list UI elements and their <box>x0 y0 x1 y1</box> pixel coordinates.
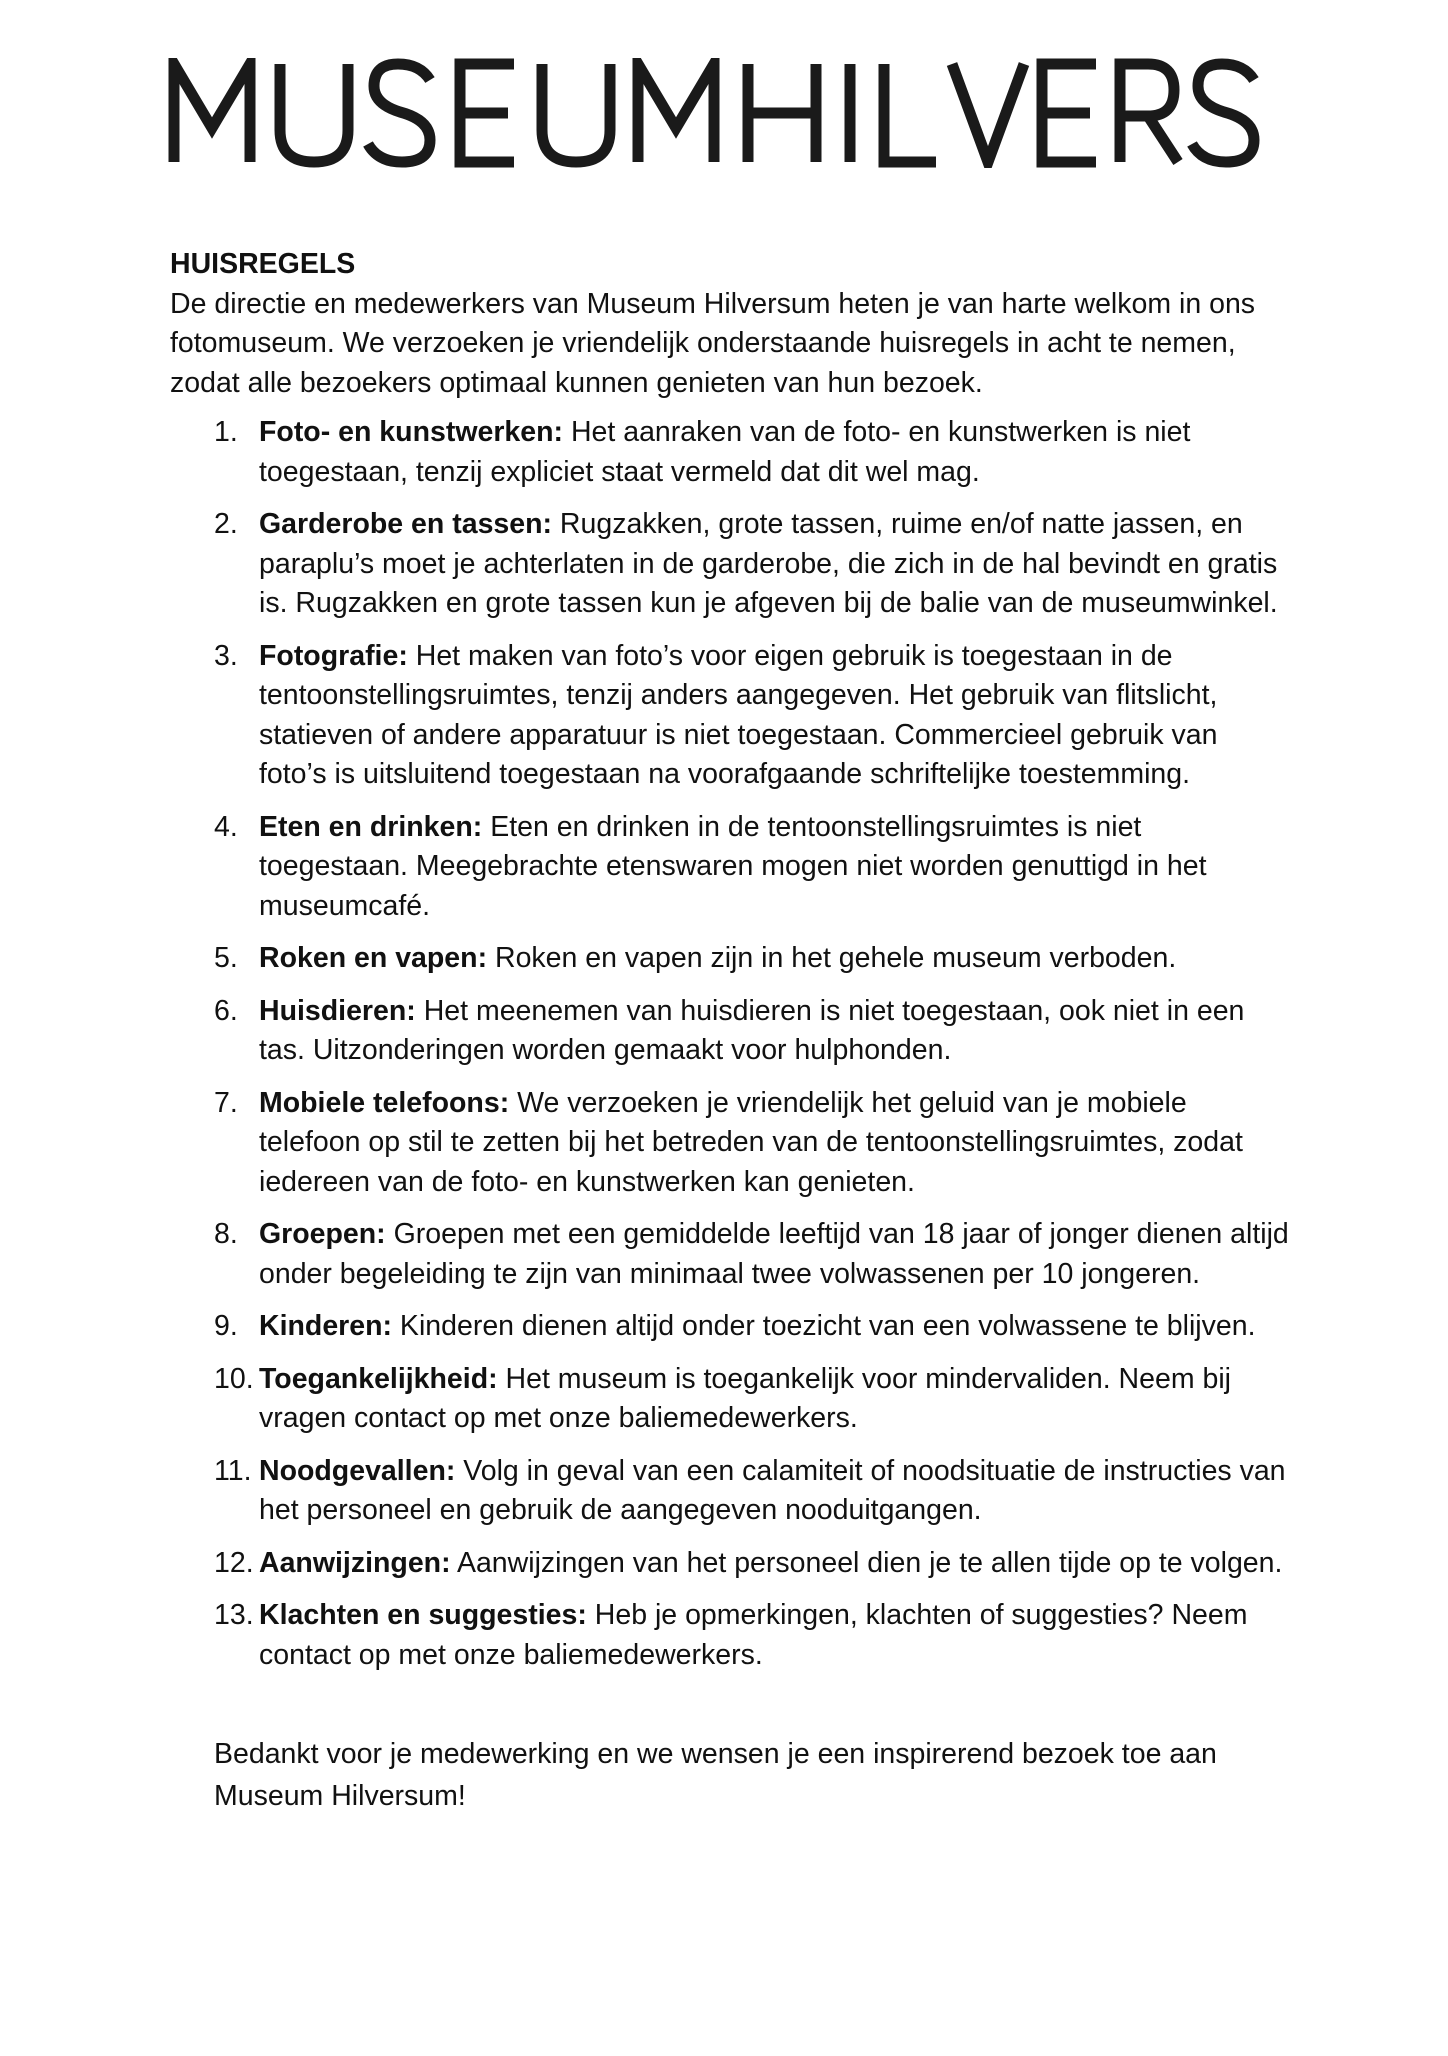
rule-text: Het museum is toegankelijk voor mindervaliden. Neem bij vragen contact op met onze baliemedewerkers. <box>259 1362 1232 1434</box>
rule-text: Rugzakken, grote tassen, ruime en/of natte jassen, en paraplu’s moet je achterlaten in de garderobe, die zich in de hal bevindt en gratis is. Rugzakken en grote tassen kun je afgeven bij de balie van de museumwinkel. <box>259 508 1278 619</box>
rule-item <box>170 808 1290 927</box>
rule-term: Garderobe en tassen: <box>259 508 553 540</box>
rule-number: 10. <box>214 1362 254 1395</box>
rule-item <box>170 1084 1290 1203</box>
rule-number: 11. <box>214 1454 252 1487</box>
rule-term: Eten en drinken: <box>259 810 483 843</box>
rule-term: Roken en vapen: <box>259 942 488 974</box>
rule-text: Het maken van foto’s voor eigen gebruik is toegestaan in de tentoonstellingsruimtes, tenzij anders aangegeven. Het gebruik van flitslicht, statieven of andere apparatuur is niet toegestaan. Commercieel gebruik van foto’s is uitsluitend toegestaan na voorafgaande schriftelijke toestemming. <box>259 639 1218 790</box>
rule-text: Het aanraken van de foto- en kunstwerken is niet toegestaan, tenzij expliciet staat vermeld dat dit wel mag. <box>259 416 1191 488</box>
rule-term: Fotografie: <box>259 639 408 672</box>
rule-number: 4. <box>214 810 238 843</box>
rule-term: Klachten en suggesties: <box>259 1599 587 1631</box>
rule-number: 5. <box>214 942 238 974</box>
rule-text: Volg in geval van een calamiteit of noodsituatie de instructies van het personeel en gebruik de aangegeven nooduitgangen. <box>259 1454 1286 1526</box>
museum-hilversum-logo <box>168 58 1283 168</box>
rule-item <box>170 637 1290 795</box>
rule-item <box>170 1596 1290 1675</box>
rule-text: Roken en vapen zijn in het gehele museum verboden. <box>487 942 1177 974</box>
rule-term: Noodgevallen: <box>259 1454 456 1487</box>
rule-item <box>170 992 1290 1071</box>
rule-term: Huisdieren: <box>259 994 416 1027</box>
house-rules-list <box>170 413 1290 1675</box>
rule-item <box>170 505 1290 624</box>
closing-paragraph: Bedankt voor je medewerking en we wensen je een inspirerend bezoek toe aan Museum Hilversum! <box>214 1738 1217 1812</box>
rule-item <box>170 1544 1290 1584</box>
rule-number: 7. <box>214 1086 238 1119</box>
rule-item <box>170 413 1290 492</box>
intro-paragraph: De directie en medewerkers van Museum Hilversum heten je van harte welkom in ons fotomuseum. We verzoeken je vriendelijk onderstaande huisregels in acht te nemen, zodat alle bezoekers optimaal kunnen genieten van hun bezoek. <box>170 287 1256 399</box>
house-rules-content <box>170 245 1290 1817</box>
rule-text: Aanwijzingen van het personeel dien je te allen tijde op te volgen. <box>450 1546 1283 1579</box>
rule-number: 1. <box>214 416 238 448</box>
rule-text: We verzoeken je vriendelijk het geluid van je mobiele telefoon op stil te zetten bij het betreden van de tentoonstellingsruimtes, zodat iedereen van de foto- en kunstwerken kan genieten. <box>259 1086 1243 1198</box>
rule-number: 2. <box>214 508 238 540</box>
rule-term: Toegankelijkheid: <box>259 1362 498 1395</box>
page-heading: HUISREGELS <box>170 248 356 280</box>
rule-item <box>170 1360 1290 1439</box>
rule-term: Groepen: <box>259 1218 386 1250</box>
rule-term: Mobiele telefoons: <box>259 1086 510 1119</box>
rule-item <box>170 1215 1290 1294</box>
rule-number: 12. <box>214 1546 254 1579</box>
rule-text: Groepen met een gemiddelde leeftijd van 18 jaar of jonger dienen altijd onder begeleiding te zijn van minimaal twee volwassenen per 10 jongeren. <box>259 1218 1289 1290</box>
rule-number: 6. <box>214 994 238 1027</box>
rule-text: Het meenemen van huisdieren is niet toegestaan, ook niet in een tas. Uitzonderingen worden gemaakt voor hulphonden. <box>259 994 1245 1066</box>
rule-item <box>170 1452 1290 1531</box>
rule-number: 3. <box>214 639 238 672</box>
rule-number: 8. <box>214 1218 238 1250</box>
rule-number: 13. <box>214 1599 254 1631</box>
rule-term: Aanwijzingen: <box>259 1546 451 1579</box>
rule-item <box>170 1307 1290 1347</box>
rule-text: Kinderen dienen altijd onder toezicht van een volwassene te blijven. <box>392 1310 1256 1342</box>
rule-text: Heb je opmerkingen, klachten of suggesties? Neem contact op met onze baliemedewerkers. <box>259 1599 1248 1671</box>
rule-text: Eten en drinken in de tentoonstellingsruimtes is niet toegestaan. Meegebrachte etenswaren mogen niet worden genuttigd in het museumcafé. <box>259 810 1207 922</box>
rule-term: Kinderen: <box>259 1310 393 1342</box>
logo-text <box>168 168 169 169</box>
rule-item <box>170 939 1290 979</box>
rule-term: Foto- en kunstwerken: <box>259 416 564 448</box>
rule-number: 9. <box>214 1310 238 1342</box>
